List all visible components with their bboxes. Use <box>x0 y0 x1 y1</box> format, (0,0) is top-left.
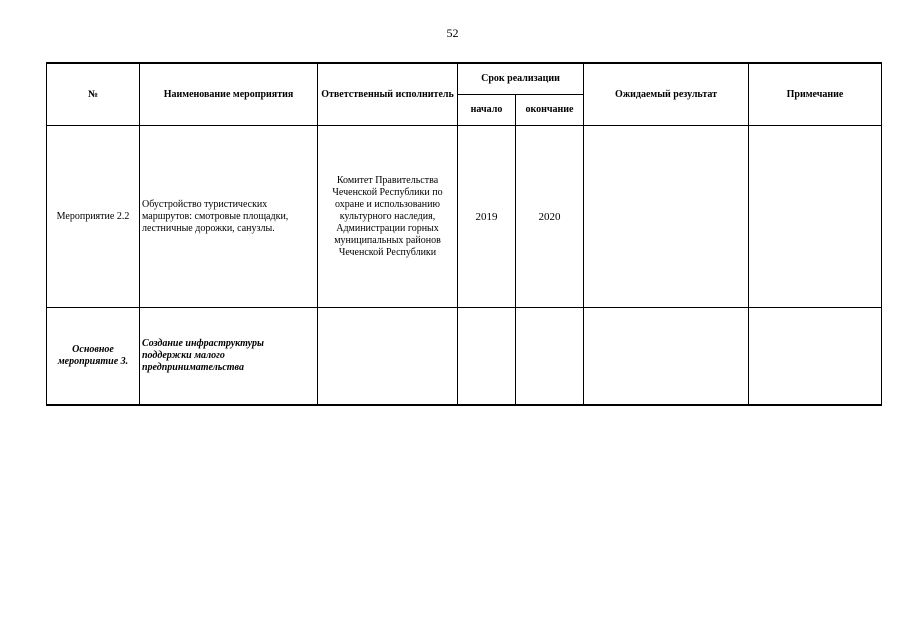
row-note <box>749 126 882 308</box>
row-result <box>584 126 749 308</box>
row-name: Создание инфраструктуры поддержки малого предпринимательства <box>140 308 318 406</box>
row-start: 2019 <box>458 126 516 308</box>
row-num: Мероприятие 2.2 <box>47 126 140 308</box>
header-responsible: Ответственный исполнитель <box>318 63 458 126</box>
row-result <box>584 308 749 406</box>
row-responsible <box>318 308 458 406</box>
page-number: 52 <box>446 26 459 40</box>
row-end: 2020 <box>516 126 584 308</box>
header-note: Примечание <box>749 63 882 126</box>
table-row <box>47 308 882 406</box>
row-start <box>458 308 516 406</box>
row-end <box>516 308 584 406</box>
header-result: Ожидаемый результат <box>584 63 749 126</box>
row-name: Обустройство туристических маршрутов: смотровые площадки, лестничные дорожки, санузлы. <box>140 126 318 308</box>
row-num: Основное мероприятие 3. <box>47 308 140 406</box>
header-start: начало <box>458 95 516 126</box>
table-header-row <box>47 63 882 95</box>
header-period: Срок реализации <box>458 63 584 95</box>
header-num: № <box>47 63 140 126</box>
plan-table <box>46 62 882 406</box>
row-note <box>749 308 882 406</box>
header-name: Наименование мероприятия <box>140 63 318 126</box>
row-responsible: Комитет Правительства Чеченской Республики по охране и использованию культурного наследия, Администрации горных муниципальных районов Чеченской Республики <box>318 126 458 308</box>
table-row <box>47 126 882 308</box>
header-end: окончание <box>516 95 584 126</box>
